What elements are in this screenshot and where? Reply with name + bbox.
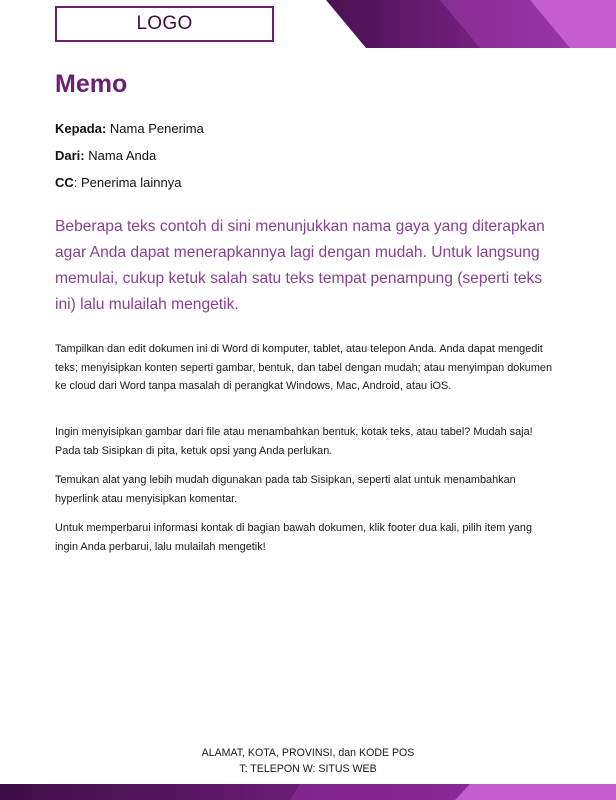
body-paragraph-3[interactable]: Temukan alat yang lebih mudah digunakan pada tab Sisipkan, seperti alat untuk menambahkan hyperlink atau menyisipkan komentar.: [55, 474, 516, 505]
body-paragraph-2[interactable]: Ingin menyisipkan gambar dari file atau menambahkan bentuk, kotak teks, atau tabel? Mudah saja! Pada tab Sisipkan di pita, ketuk opsi yang Anda perlukan.: [55, 426, 533, 457]
body-paragraph-4[interactable]: Untuk memperbarui informasi kontak di bagian bawah dokumen, klik footer dua kali, pilih item yang ingin Anda perbarui, lalu mulailah mengetik!: [55, 522, 533, 553]
from-value: Nama Anda: [88, 148, 157, 163]
footer[interactable]: [0, 746, 616, 777]
logo-text: LOGO: [136, 13, 193, 34]
from-label: Dari:: [55, 148, 85, 163]
to-label: Kepada:: [55, 121, 107, 136]
footer-contact: T: TELEPON W: SITUS WEB: [239, 762, 377, 775]
cc-label: CC: [55, 175, 74, 190]
from-field[interactable]: [55, 148, 156, 163]
cc-value: : Penerima lainnya: [73, 175, 182, 190]
to-value: Nama Penerima: [109, 121, 204, 136]
body-paragraph-1[interactable]: Tampilkan dan edit dokumen ini di Word di komputer, tablet, atau telepon Anda. Anda dapat mengedit teks; menyisipkan konten seperti gambar, bentuk, dan tabel dengan mudah; atau menyimpan dokumen ke cloud dari Word tanpa masalah di perangkat Windows, Mac, Android, atau iOS.: [55, 343, 553, 392]
logo-placeholder[interactable]: [55, 6, 274, 42]
lead-paragraph[interactable]: Beberapa teks contoh di sini menunjukkan nama gaya yang diterapkan agar Anda dapat menerapkannya lagi dengan mudah. Untuk langsung memulai, cukup ketuk salah satu teks tempat penampung (seperti teks ini) lalu mulailah mengetik.: [55, 218, 545, 313]
footer-address: ALAMAT, KOTA, PROVINSI, dan KODE POS: [201, 747, 415, 759]
footer-decoration: [0, 784, 616, 800]
page-title: Memo: [55, 70, 128, 98]
to-field[interactable]: [55, 121, 204, 136]
cc-field[interactable]: [55, 175, 181, 190]
